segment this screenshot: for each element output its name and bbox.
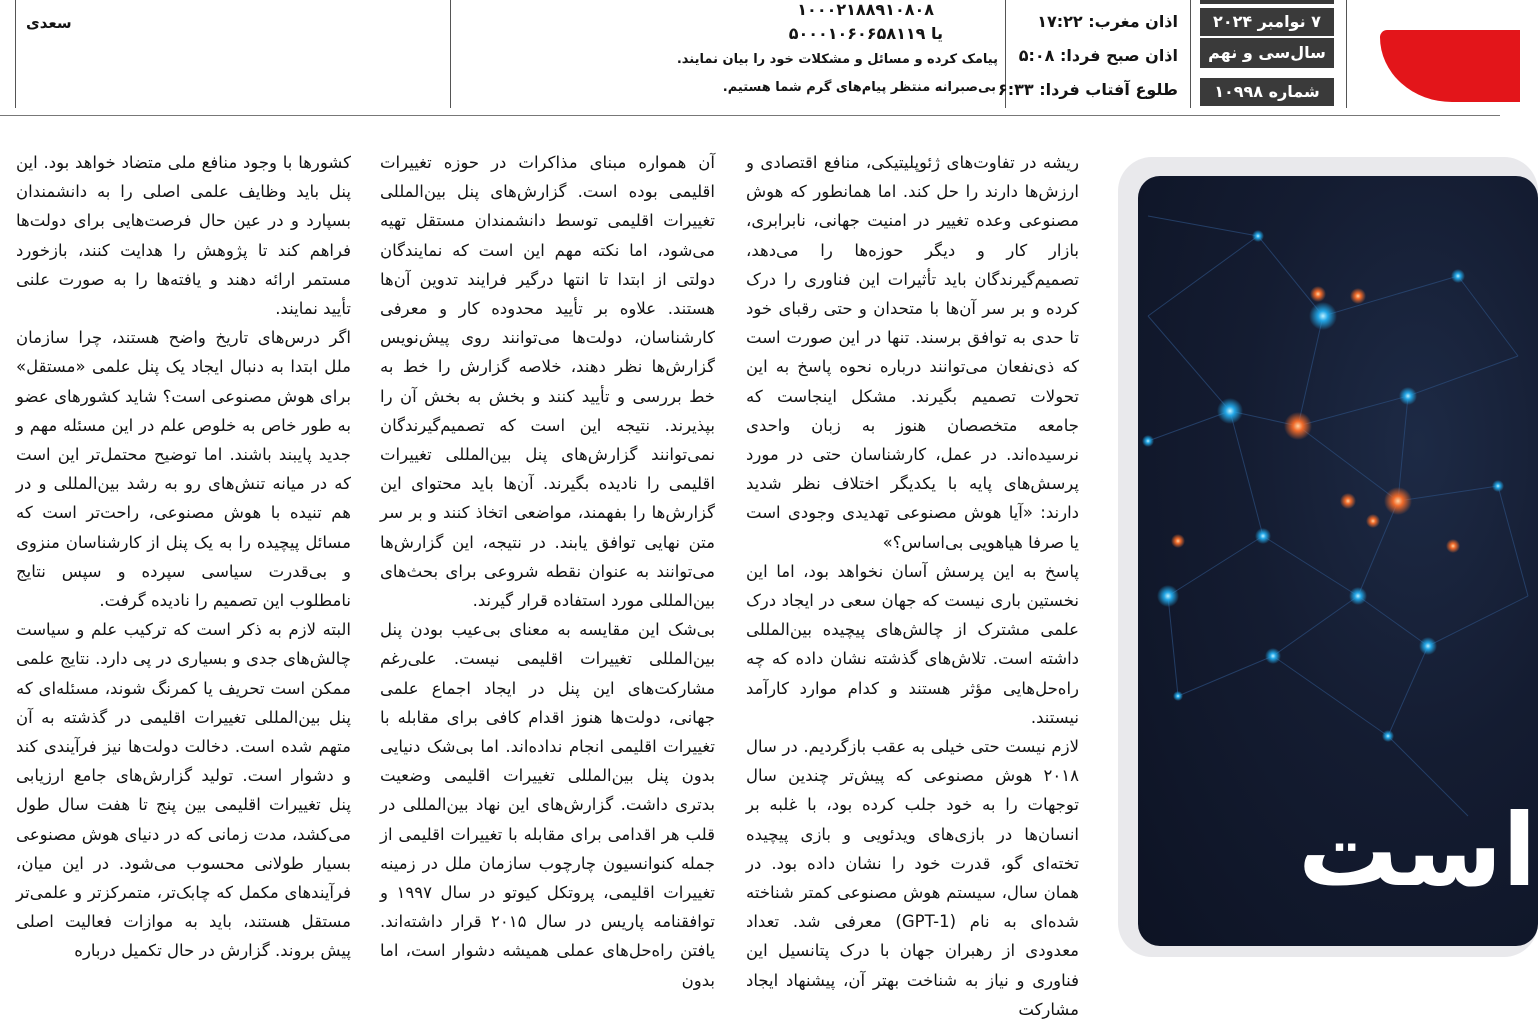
divider	[450, 0, 451, 108]
publication-year: سال‌سی و نهم	[1200, 38, 1334, 68]
author-name: سعدی	[26, 14, 72, 32]
fajr-time: اذان صبح فردا: ۵:۰۸	[1018, 46, 1178, 65]
headline-fragment: است	[1298, 792, 1537, 909]
paragraph: ریشه در تفاوت‌های ژئوپلیتیکی، منافع اقتصادی و ارزش‌ها دارند را حل کند. اما همانطور که هوش مصنوعی وعده تغییر در امنیت جهانی، نابرابری، بازار کار و دیگر حوزه‌ها را می‌دهد، تصمیم‌گیرندگان باید تأثیرات این فناوری را درک کرده و بر سر آن‌ها با متحدان و حتی رقبای خود تا حدی به توافق برسند. تنها در این صورت است که ذی‌نفعان می‌توانند درباره نحوه پاسخ به این تحولات تصمیم بگیرند. مشکل اینجاست که جامعه متخصصان هنوز به زبان واحدی نرسیده‌اند. در عمل، کارشناسان حتی در مورد پرسش‌های پایه با یکدیگر اختلاف نظر شدید دارند: «آیا هوش مصنوعی تهدیدی وجودی است یا صرفا هیاهویی بی‌اساس؟»	[746, 153, 1079, 552]
glow-nodes	[1142, 230, 1504, 742]
sms-number-secondary: یا ۵۰۰۰۱۰۶۰۶۵۸۱۱۹	[788, 24, 943, 43]
sunrise-time: طلوع آفتاب فردا: ۶:۳۳	[997, 80, 1178, 99]
ai-network-illustration	[1138, 176, 1538, 946]
publication-date: ۷ نوامبر ۲۰۲۴	[1200, 8, 1334, 36]
brand-logo	[1380, 30, 1520, 102]
masthead	[0, 0, 1500, 116]
connection-lines	[1148, 216, 1528, 816]
article-column-left	[16, 148, 351, 961]
date-box	[1200, 0, 1334, 4]
paragraph: کشورها با وجود منافع ملی متضاد خواهد بود. این پنل باید وظایف علمی اصلی را به دانشمندان بسپارد و در عین حال فرصت‌هایی برای دولت‌ها فراهم کند تا پژوهش را هدایت کنند، بازخورد مستمر ارائه دهند و یافته‌ها را به صورت علنی تأیید نمایند.	[16, 153, 351, 319]
sms-instruction: پیامک کرده و مسائل و مشکلات خود را بیان نمایند.	[676, 52, 998, 67]
issue-number: شماره ۱۰۹۹۸	[1200, 78, 1334, 106]
sms-closing: بی‌صبرانه منتظر پیام‌های گرم شما هستیم.	[722, 80, 996, 95]
maghrib-time: اذان مغرب: ۱۷:۲۲	[1037, 12, 1178, 31]
paragraph: بی‌شک این مقایسه به معنای بی‌عیب بودن پنل بین‌المللی تغییرات اقلیمی نیست. علی‌رغم مشارکت‌های این پنل در ایجاد اجماع علمی جهانی، دولت‌ها هنوز اقدام کافی برای مقابله با تغییرات اقلیمی انجام نداده‌اند. اما بی‌شک دنیایی بدون پنل بین‌المللی تغییرات اقلیمی وضعیت بدتری داشت. گزارش‌های این نهاد بین‌المللی در قلب هر اقدامی برای مقابله با تغییرات اقلیمی از جمله کنوانسیون چارچوب سازمان ملل در زمینه تغییرات اقلیمی، پروتکل کیوتو در سال ۱۹۹۷ و توافقنامه پاریس در سال ۲۰۱۵ قرار داشته‌اند. یافتن راه‌حل‌های عملی همیشه دشوار است، اما بدون	[380, 620, 716, 990]
article-column-middle	[380, 148, 716, 990]
paragraph: اگر درس‌های تاریخ واضح هستند، چرا سازمان ملل ابتدا به دنبال ایجاد یک پنل علمی «مستقل» برای هوش مصنوعی است؟ شاید کشورهای عضو به طور خاص به خلوص علم در این مسئله مهم و جدید پایبند باشند. اما توضیح محتمل‌تر این است که در میانه تنش‌های رو به رشد بین‌المللی و در هم تنیده با هوش مصنوعی، راحت‌تر است که مسائل پیچیده را به یک پنل از کارشناسان منزوی و بی‌قدرت سیاسی سپرده و سپس نتایج نامطلوب این تصمیم را نادیده گرفت.	[16, 328, 351, 611]
sms-number-primary: ۱۰۰۰۲۱۸۸۹۱۰۸۰۸	[797, 0, 934, 19]
paragraph: پاسخ به این پرسش آسان نخواهد بود، اما این نخستین باری نیست که جهان سعی در ایجاد درک علمی مشترک از چالش‌های پیچیده بین‌المللی داشته است. تلاش‌های گذشته نشان داده که چه راه‌حل‌هایی مؤثر هستند و کدام موارد کارآمد نیستند.	[746, 561, 1079, 727]
divider	[1190, 0, 1191, 108]
paragraph: آن همواره مبنای مذاکرات در حوزه تغییرات اقلیمی بوده است. گزارش‌های پنل بین‌المللی تغییرات اقلیمی توسط دانشمندان مستقل تهیه می‌شود، اما نکته مهم این است که نمایندگان دولتی از ابتدا تا انتها درگیر فرایند تدوین آن‌ها هستند. علاوه بر تأیید محدوده کار و معرفی کارشناسان، دولت‌ها می‌توانند روی پیش‌نویس گزارش‌ها نظر دهند، خلاصه گزارش را خط به خط بررسی و تأیید کنند و بخش به بخش آن را بپذیرند. نتیجه این است که تصمیم‌گیرندگان نمی‌توانند گزارش‌های پنل بین‌المللی تغییرات اقلیمی را نادیده بگیرند. آن‌ها باید محتوای این گزارش‌ها را بفهمند، مواضعی اتخاذ کنند و بر سر متن نهایی توافق یابند. در نتیجه، این گزارش‌ها می‌توانند به عنوان نقطه شروعی برای بحث‌های بین‌المللی مورد استفاده قرار گیرند.	[380, 153, 715, 611]
paragraph: لازم نیست حتی خیلی به عقب بازگردیم. در سال ۲۰۱۸ هوش مصنوعی که پیش‌تر چندین سال توجهات را به خود جلب کرده بود، با غلبه بر انسان‌ها در بازی‌های ویدئویی و بازی پیچیده تخته‌ای گو، قدرت خود را نشان داده بود. در همان سال، سیستم هوش مصنوعی کمتر شناخته شده‌ای به نام (GPT-1) معرفی شد. تعداد معدودی از رهبران جهان با درک پتانسیل این فناوری و نیاز به شناخت بهتر آن، پیشنهاد ایجاد مشارکت	[746, 737, 1079, 1019]
divider	[1346, 0, 1347, 108]
paragraph: البته لازم به ذکر است که ترکیب علم و سیاست چالش‌های جدی و بسیاری در پی دارد. نتایج علمی ممکن است تحریف یا کمرنگ شوند، مسئله‌ای که پنل بین‌المللی تغییرات اقلیمی در گذشته به آن متهم شده است. دخالت دولت‌ها نیز فرآیندی کند و دشوار است. تولید گزارش‌های جامع ارزیابی پنل تغییرات اقلیمی بین پنج تا هفت سال طول می‌کشد، مدت زمانی که در دنیای هوش مصنوعی بسیار طولانی محسوب می‌شود. در این میان، فرآیندهای مکمل که چابک‌تر، متمرکزتر و علمی‌تر مستقل هستند، باید به موازات فعالیت اصلی پیش بروند. گزارش‌ در حال تکمیل درباره	[16, 620, 351, 961]
article-column-right	[746, 148, 1079, 1019]
divider	[15, 0, 16, 108]
